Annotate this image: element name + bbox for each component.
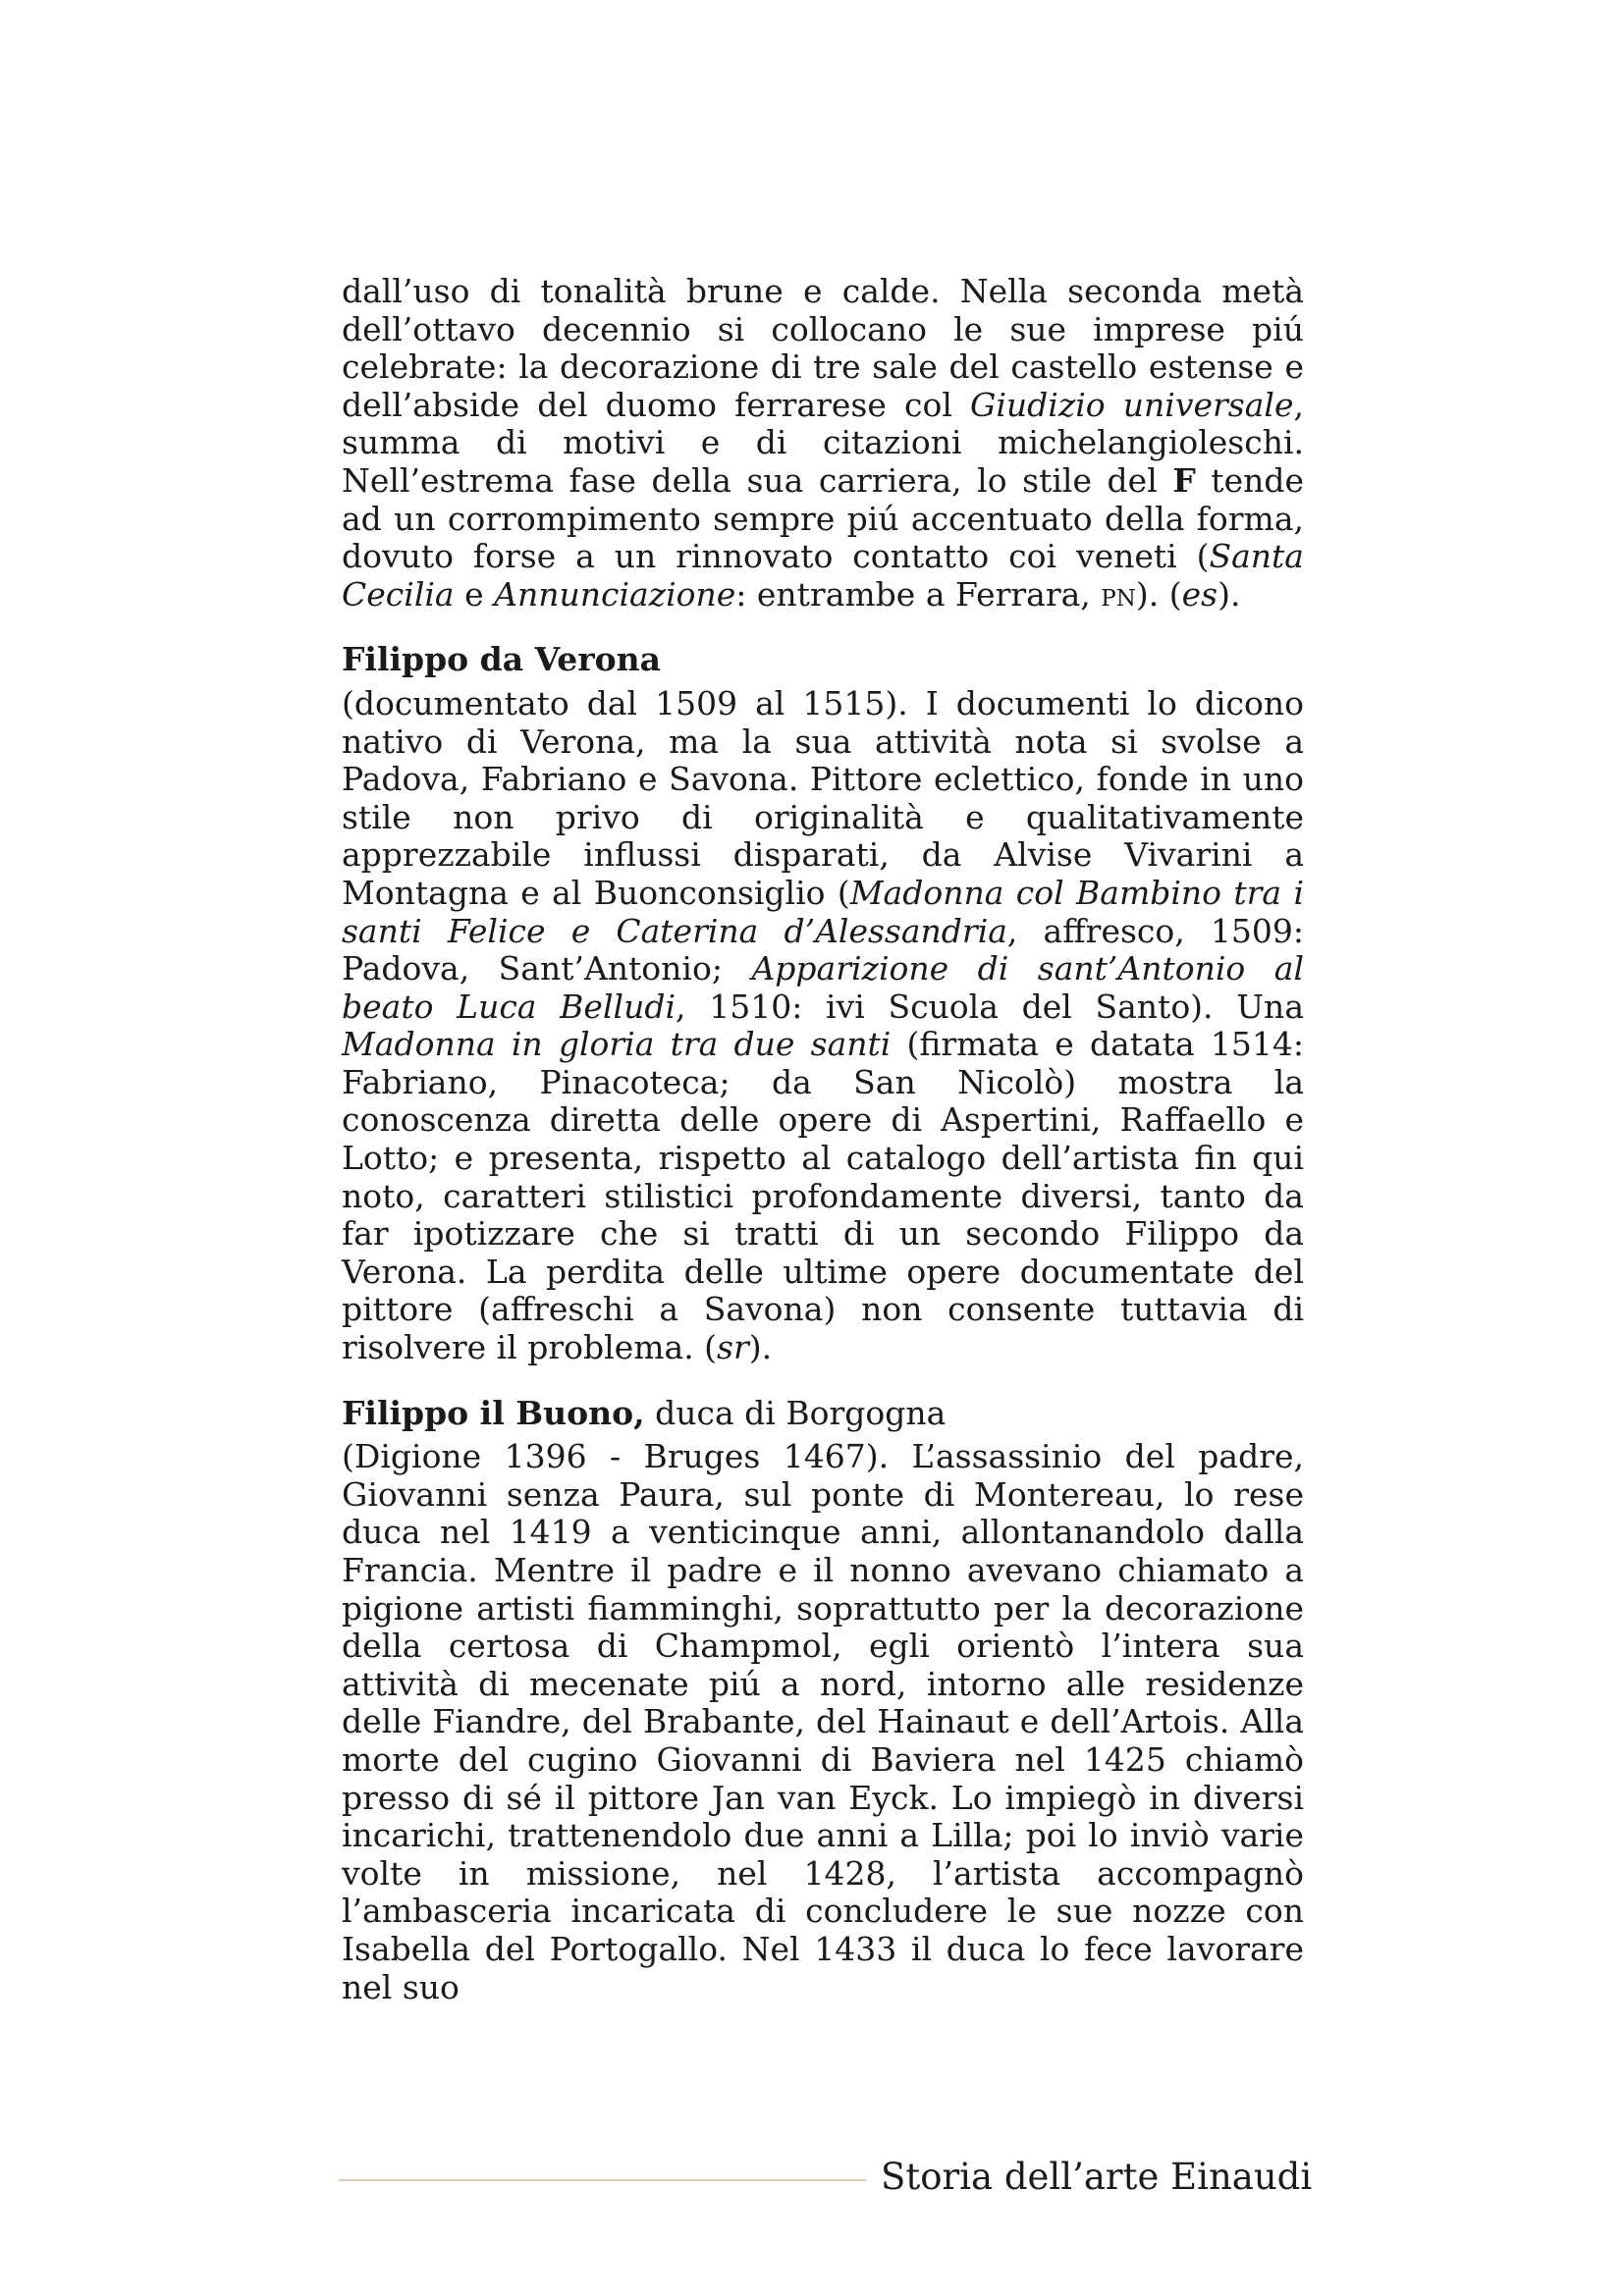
text-run: ). bbox=[1217, 574, 1241, 614]
text-run: , 1510: ivi Scuola del Santo). Una bbox=[676, 987, 1304, 1026]
footer-rule bbox=[339, 2179, 866, 2181]
italic-text: Santa Cecilia bbox=[342, 537, 1304, 614]
text-run: dall’uso di tonalità brune e calde. Nella seconda metà dell’ottavo decennio si collocano le sue imprese piú celebrate: la decorazione di tre sale del castello estense e dell’abside del duomo ferrarese col bbox=[342, 272, 1304, 424]
entry-heading bbox=[342, 1395, 1304, 1433]
italic-text: sr bbox=[717, 1328, 749, 1367]
italic-text: Apparizione di sant’Antonio al beato Luca Belludi bbox=[342, 949, 1305, 1026]
entry-text bbox=[342, 685, 1304, 1367]
text-run: (firmata e datata 1514: Fabriano, Pinacoteca; da San Nicolò) mostra la conoscenza diretta delle opere di Aspertini, Raffaello e Lotto; e presenta, rispetto al catalogo dell’artista fin qui noto, caratteri stilistici profondamente diversi, tanto da far ipotizzare che si tratti di un secondo Filippo da Verona. La perdita delle ultime opere documentate del pittore (affreschi a Savona) non consente tuttavia di risolvere il problema. ( bbox=[342, 1025, 1304, 1367]
italic-text: Madonna in gloria tra due santi bbox=[342, 1025, 892, 1064]
italic-text: es bbox=[1181, 574, 1218, 614]
entry-heading bbox=[342, 641, 1304, 679]
italic-text: Annunciazione bbox=[494, 574, 736, 614]
text-run: , affresco, 1509: Padova, Sant’Antonio; bbox=[342, 911, 1304, 988]
entry-subtitle: duca di Borgogna bbox=[644, 1393, 947, 1432]
entry-text bbox=[342, 273, 1304, 614]
body-text bbox=[342, 273, 1304, 2006]
italic-text: Madonna col Bambino tra i santi Felice e Caterina d’Alessandria bbox=[342, 873, 1304, 950]
italic-text: Giudizio universale bbox=[970, 385, 1294, 424]
entry-title: Filippo da Verona bbox=[342, 640, 661, 679]
bold-text: F bbox=[1172, 460, 1196, 500]
text-run: ). bbox=[748, 1328, 773, 1367]
text-run: pn bbox=[1101, 574, 1136, 614]
text-run: , summa di motivi e di citazioni michelangioleschi. Nell’estrema fase della sua carriera, lo stile del bbox=[342, 385, 1304, 500]
entry-title: Filippo il Buono, bbox=[342, 1393, 645, 1432]
entry-text bbox=[342, 1438, 1304, 2006]
text-run: e bbox=[454, 574, 495, 614]
text-run: (documentato dal 1509 al 1515). I documenti lo dicono nativo di Verona, ma la sua attività nota si svolse a Padova, Fabriano e Savona. Pittore eclettico, fonde in uno stile non privo di originalità e qualitativamente apprezzabile influssi disparati, da Alvise Vivarini a Montagna e al Buonconsiglio ( bbox=[342, 683, 1304, 912]
text-run: ). ( bbox=[1135, 574, 1182, 614]
footer-title: Storia dell’arte Einaudi bbox=[881, 2156, 1313, 2198]
text-run: (Digione 1396 - Bruges 1467). L’assassinio del padre, Giovanni senza Paura, sul ponte di Montereau, lo rese duca nel 1419 a venticinque anni, allontanandolo dalla Francia. Mentre il padre e il nonno avevano chiamato a pigione artisti fiamminghi, soprattutto per la decorazione della certosa di Champmol, egli orientò l’intera sua attività di mecenate piú a nord, intorno alle residenze delle Fiandre, del Brabante, del Hainaut e dell’Artois. Alla morte del cugino Giovanni di Baviera nel 1425 chiamò presso di sé il pittore Jan van Eyck. Lo impiegò in diversi incarichi, trattenendolo due anni a Lilla; poi lo inviò varie volte in missione, nel 1428, l’artista accompagnò l’ambasceria incaricata di concludere le sue nozze con Isabella del Portogallo. Nel 1433 il duca lo fece lavorare nel suo bbox=[342, 1437, 1304, 2006]
text-run: : entrambe a Ferrara, bbox=[735, 574, 1102, 614]
text-run: tende ad un corrompimento sempre piú accentuato della forma, dovuto forse a un rinnovato contatto coi veneti ( bbox=[342, 460, 1305, 576]
